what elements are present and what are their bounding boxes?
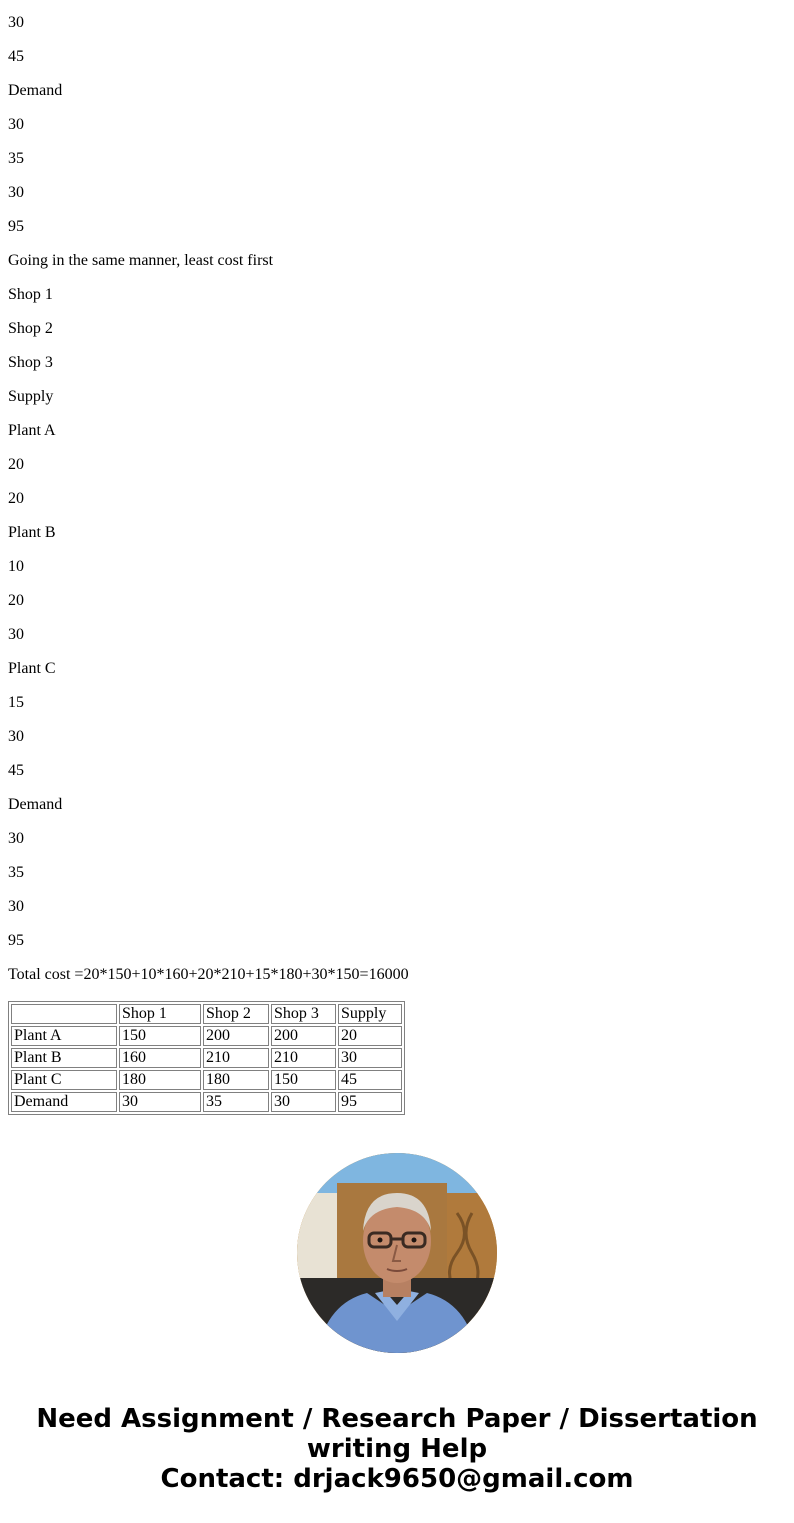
text-line: 45 [8, 48, 24, 65]
text-line: 20 [8, 490, 24, 507]
table-cell: 150 [271, 1070, 336, 1090]
table-header-cell: Shop 2 [203, 1004, 269, 1024]
table-cell: Plant A [11, 1026, 117, 1046]
table-cell: Plant C [11, 1070, 117, 1090]
table-cell: 210 [203, 1048, 269, 1068]
table-row [11, 1048, 402, 1068]
text-line: Plant B [8, 524, 56, 541]
table-header-row [11, 1004, 402, 1024]
table-cell: 200 [203, 1026, 269, 1046]
text-line: 35 [8, 150, 24, 167]
text-line: Plant A [8, 422, 56, 439]
text-line: Demand [8, 796, 63, 813]
text-line: 95 [8, 218, 24, 235]
text-line: 30 [8, 898, 24, 915]
text-line: 45 [8, 762, 24, 779]
table-cell: 210 [271, 1048, 336, 1068]
table-cell: 150 [119, 1026, 201, 1046]
text-line: Shop 1 [8, 286, 53, 303]
text-line: 10 [8, 558, 24, 575]
text-line: 35 [8, 864, 24, 881]
text-line: Shop 3 [8, 354, 53, 371]
table-row [11, 1070, 402, 1090]
text-line: Shop 2 [8, 320, 53, 337]
table-cell: 180 [203, 1070, 269, 1090]
text-line: 30 [8, 14, 24, 31]
table-cell: 200 [271, 1026, 336, 1046]
avatar-illustration [297, 1153, 497, 1353]
table-cell: Demand [11, 1092, 117, 1112]
text-line: 20 [8, 592, 24, 609]
table-cell: 30 [271, 1092, 336, 1112]
text-line: 20 [8, 456, 24, 473]
text-line: Going in the same manner, least cost first [8, 252, 274, 269]
table-cell: 45 [338, 1070, 402, 1090]
table-header-cell: Shop 1 [119, 1004, 201, 1024]
table-header-cell: Shop 3 [271, 1004, 336, 1024]
promo-contact: Contact: drjack9650@gmail.com [160, 1464, 634, 1494]
table-row [11, 1092, 402, 1112]
table-cell: 30 [338, 1048, 402, 1068]
promo-banner [0, 1404, 794, 1494]
text-line: 30 [8, 116, 24, 133]
total-cost-line: Total cost =20*150+10*160+20*210+15*180+30*150=16000 [8, 966, 409, 983]
text-line: Supply [8, 388, 54, 405]
promo-line: Need Assignment / Research Paper / Dissertation [36, 1404, 758, 1434]
text-line: 30 [8, 626, 24, 643]
cost-table [8, 1001, 405, 1115]
table-cell: 30 [119, 1092, 201, 1112]
table-header-cell [11, 1004, 117, 1024]
text-line: 30 [8, 728, 24, 745]
table-header-cell: Supply [338, 1004, 402, 1024]
table-cell: 180 [119, 1070, 201, 1090]
text-line: Plant C [8, 660, 56, 677]
text-line: 15 [8, 694, 24, 711]
table-cell: 20 [338, 1026, 402, 1046]
table-row [11, 1026, 402, 1046]
text-line: 30 [8, 184, 24, 201]
text-line: 30 [8, 830, 24, 847]
table-cell: 95 [338, 1092, 402, 1112]
person-photo-icon [297, 1153, 497, 1353]
promo-line: writing Help [306, 1434, 488, 1464]
document-body [8, 0, 788, 986]
table-cell: 35 [203, 1092, 269, 1112]
table-cell: 160 [119, 1048, 201, 1068]
text-line: 95 [8, 932, 24, 949]
table-cell: Plant B [11, 1048, 117, 1068]
text-line: Demand [8, 82, 63, 99]
